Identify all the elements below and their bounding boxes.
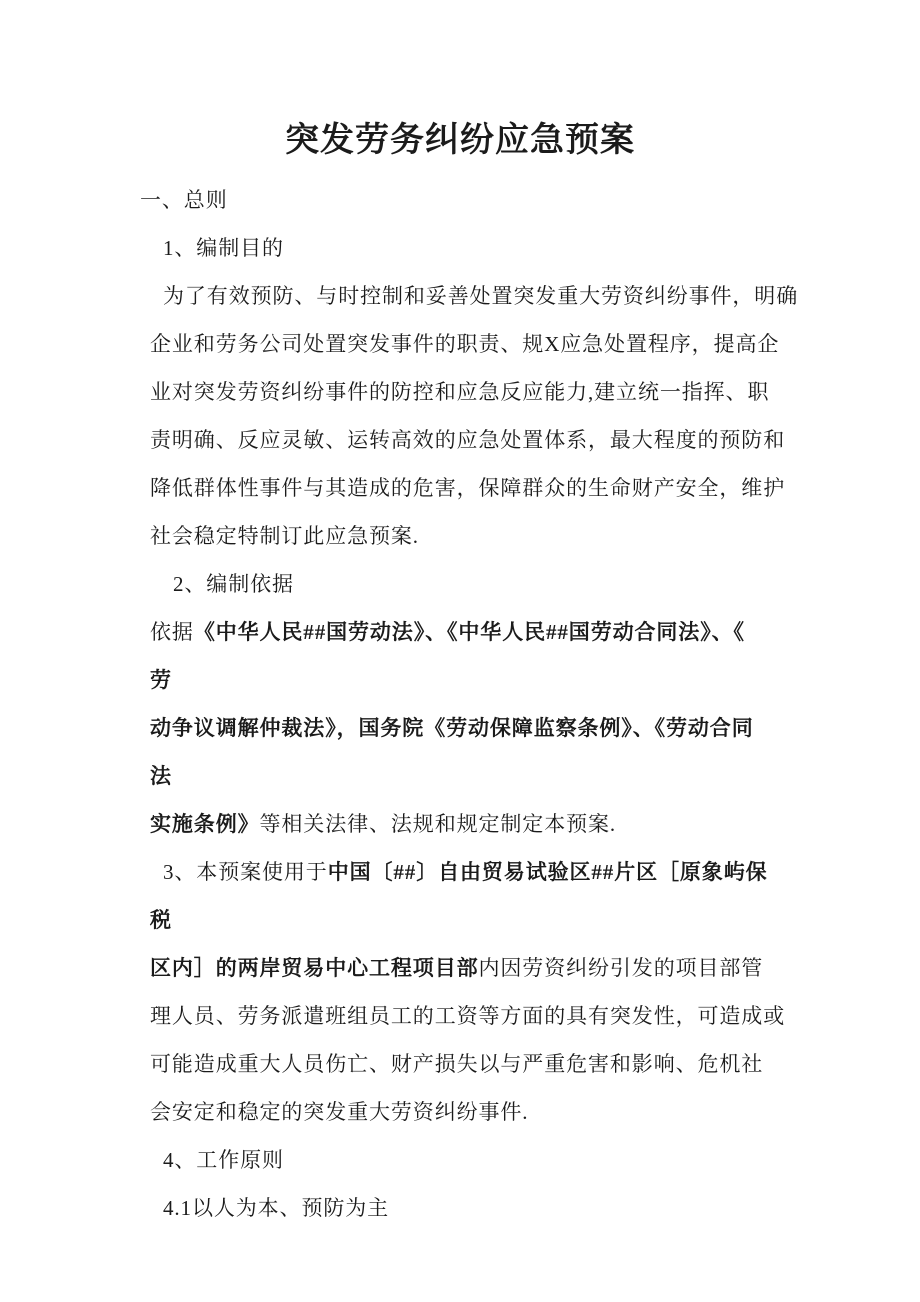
text-line <box>140 176 860 224</box>
text-run: 依据 <box>150 620 194 644</box>
text-line <box>140 656 860 704</box>
text-line <box>140 608 860 656</box>
text-line <box>140 800 860 848</box>
text-run: 企业和劳务公司处置突发事件的职责、规X应急处置程序，提高企 <box>150 332 780 356</box>
document-body <box>140 176 860 1232</box>
text-line <box>140 416 860 464</box>
text-line <box>140 560 860 608</box>
bold-text-run: 动争议调解仲裁法》，国务院《劳动保障监察条例》、《劳动合同 <box>150 716 754 740</box>
text-run: 3、本预案使用于 <box>163 860 328 884</box>
text-run: 业对突发劳资纠纷事件的防控和应急反应能力,建立统一指挥、职 <box>150 380 770 404</box>
bold-text-run: 《中华人民##国劳动法》、《中华人民##国劳动合同法》、《 <box>193 620 745 644</box>
text-line <box>140 1040 860 1088</box>
text-run: 2、编制依据 <box>173 572 294 596</box>
bold-text-run: 中国〔##〕自由贸易试验区##片区［原象屿保 <box>327 860 768 884</box>
text-line <box>140 848 860 896</box>
bold-text-run: 实施条例》 <box>150 812 260 836</box>
text-run: 4.1以人为本、预防为主 <box>163 1196 390 1220</box>
text-line <box>140 752 860 800</box>
text-run: 降低群体性事件与其造成的危害，保障群众的生命财产安全，维护 <box>150 476 786 500</box>
text-run: 社会稳定特制订此应急预案. <box>150 524 419 548</box>
bold-text-run: 税 <box>150 908 172 932</box>
text-run: 为了有效预防、与时控制和妥善处置突发重大劳资纠纷事件，明确 <box>163 284 799 308</box>
text-line <box>140 272 860 320</box>
text-run: 4、工作原则 <box>163 1148 284 1172</box>
text-run: 一、总则 <box>140 188 228 212</box>
text-line <box>140 944 860 992</box>
text-run: 责明确、反应灵敏、运转高效的应急处置体系，最大程度的预防和 <box>150 428 786 452</box>
text-run: 内因劳资纠纷引发的项目部管 <box>478 956 764 980</box>
text-run: 1、编制目的 <box>163 236 284 260</box>
text-line <box>140 368 860 416</box>
bold-text-run: 区内］的两岸贸易中心工程项目部 <box>150 956 479 980</box>
text-line <box>140 1088 860 1136</box>
text-run: 会安定和稳定的突发重大劳资纠纷事件. <box>150 1100 529 1124</box>
text-line <box>140 320 860 368</box>
text-line <box>140 992 860 1040</box>
bold-text-run: 法 <box>150 764 172 788</box>
bold-text-run: 劳 <box>150 668 172 692</box>
text-run: 等相关法律、法规和规定制定本预案. <box>259 812 617 836</box>
text-line <box>140 896 860 944</box>
text-run: 可能造成重大人员伤亡、财产损失以与严重危害和影响、危机社 <box>150 1052 764 1076</box>
text-line <box>140 224 860 272</box>
text-line <box>140 512 860 560</box>
text-line <box>140 464 860 512</box>
text-line <box>140 1184 860 1232</box>
text-run: 理人员、劳务派遣班组员工的工资等方面的具有突发性，可造成或 <box>150 1004 786 1028</box>
text-line <box>140 704 860 752</box>
text-line <box>140 1136 860 1184</box>
document-title: 突发劳务纠纷应急预案 <box>285 122 635 159</box>
